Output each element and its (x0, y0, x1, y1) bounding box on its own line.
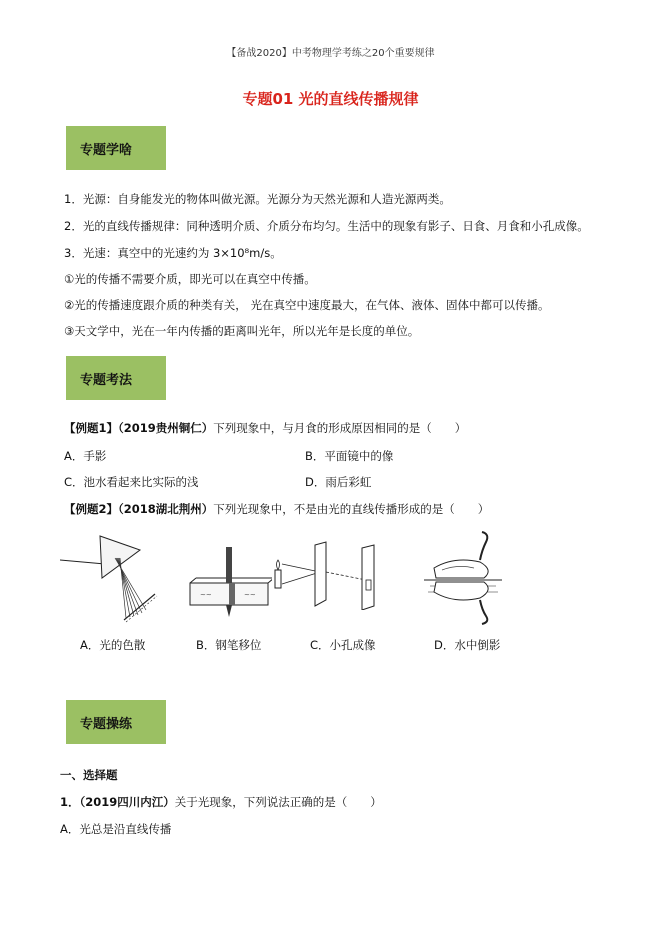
example2-question: 下列光现象中，不是由光的直线传播形成的是（ ） (213, 502, 490, 516)
pen-displacement-figure (186, 545, 272, 625)
theory-line-5: ②光的传播速度跟介质的种类有关， 光在真空中速度最大，在气体、液体、固体中都可以传播。 (64, 298, 550, 312)
example1-option-d: D．雨后彩虹 (305, 475, 372, 489)
practice-q1-number: 1． (60, 795, 80, 809)
theory-line-1: 1．光源：自身能发光的物体叫做光源。光源分为天然光源和人造光源两类。 (64, 192, 451, 206)
example2-stem (64, 502, 489, 516)
practice-q1-stem (60, 795, 382, 809)
example1-option-b: B．平面镜中的像 (305, 449, 394, 463)
practice-q1-source: （2019四川内江） (79, 795, 175, 809)
theory-line-6: ③天文学中，光在一年内传播的距离叫光年，所以光年是长度的单位。 (64, 324, 420, 338)
practice-q1-option-a: A．光总是沿直线传播 (60, 822, 172, 836)
figure-caption-b: B．钢笔移位 (196, 638, 262, 652)
prism-dispersion-figure (60, 528, 160, 623)
theory-line-3: 3．光速：真空中的光速约为 3×10⁸m/s。 (64, 246, 282, 260)
example2-label: 【例题2】 (64, 502, 119, 516)
page-header: 【备战2020】中考物理学考练之20个重要规律 (226, 48, 435, 59)
theory-line-2: 2．光的直线传播规律：同种透明介质、介质分布均匀。生活中的现象有影子、日食、月食和小孔成像。 (64, 219, 589, 233)
figure-caption-d: D．水中倒影 (434, 638, 501, 652)
practice-heading: 一、选择题 (60, 768, 118, 782)
example1-option-c: C．池水看起来比实际的浅 (64, 475, 199, 489)
swan-reflection-figure (424, 528, 502, 626)
example2-source: （2018湖北荆州） (118, 502, 214, 516)
section-heading-1: 专题学啥 (66, 126, 166, 170)
pinhole-imaging-figure (270, 540, 395, 610)
figure-caption-a: A．光的色散 (80, 638, 146, 652)
section-heading-2: 专题考法 (66, 356, 166, 400)
example1-stem (64, 421, 466, 435)
example1-question: 下列现象中，与月食的形成原因相同的是（ ） (213, 421, 467, 435)
example1-option-a: A．手影 (64, 449, 107, 463)
svg-text:~~: ~~ (200, 591, 212, 599)
example1-source: （2019贵州铜仁） (118, 421, 214, 435)
figure-caption-c: C．小孔成像 (310, 638, 376, 652)
practice-q1-question: 关于光现象，下列说法正确的是（ ） (174, 795, 382, 809)
section-heading-3: 专题操练 (66, 700, 166, 744)
example1-label: 【例题1】 (64, 421, 119, 435)
svg-text:~~: ~~ (244, 591, 256, 599)
page-title: 专题01 光的直线传播规律 (242, 90, 419, 108)
theory-line-4: ①光的传播不需要介质，即光可以在真空中传播。 (64, 272, 316, 286)
